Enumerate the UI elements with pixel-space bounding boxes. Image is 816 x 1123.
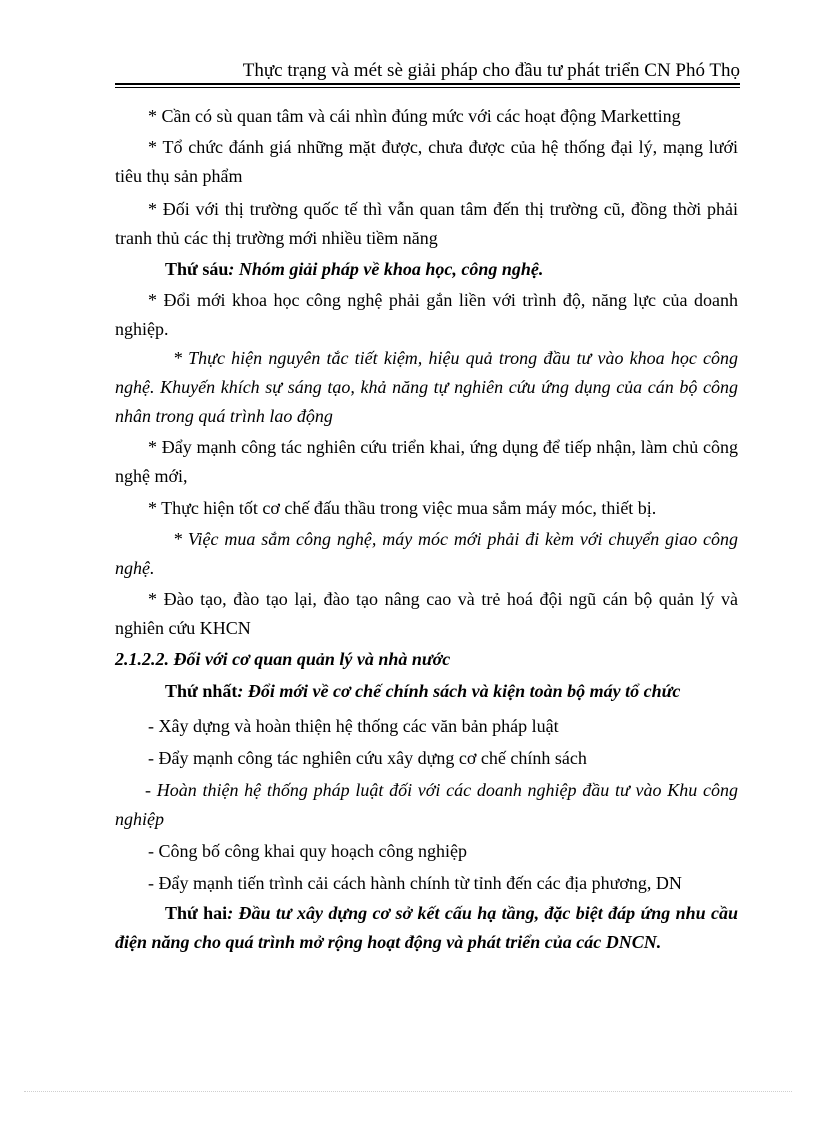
heading-thu-sau-lead: Thứ sáu [165,259,229,279]
bullet-innovation: * Đổi mới khoa học công nghệ phải gắn liền với trình độ, năng lực của doanh nghiệp. [115,290,738,339]
dash-administrative-reform: - Đẩy mạnh tiến trình cải cách hành chính từ tỉnh đến các địa phương, DN [148,873,682,893]
dash-policy-research: - Đẩy mạnh công tác nghiên cứu xây dựng cơ chế chính sách [148,748,587,768]
bullet-training: * Đào tạo, đào tạo lại, đào tạo nâng cao và trẻ hoá đội ngũ cán bộ quản lý và nghiên cứu KHCN [115,589,738,638]
heading-thu-nhat [115,677,738,706]
heading-thu-hai [115,899,738,957]
bullet-research-deployment: * Đẩy mạnh công tác nghiên cứu triển khai, ứng dụng để tiếp nhận, làm chủ công nghệ mới, [115,437,738,486]
bullet-agent-network: * Tổ chức đánh giá những mặt được, chưa được của hệ thống đại lý, mạng lưới tiêu thụ sản phẩm [115,137,738,186]
page-header-title: Thực trạng và mét sè giải pháp cho đầu tư phát triển CN Phó Thọ [242,60,740,81]
bullet-international-market: * Đối với thị trường quốc tế thì vẫn quan tâm đến thị trường cũ, đồng thời phải tranh thủ các thị trường mới nhiều tiềm năng [115,199,738,248]
heading-thu-nhat-text: : Đổi mới về cơ chế chính sách và kiện toàn bộ máy tổ chức [237,681,681,701]
bullet-marketing: * Cần có sù quan tâm và cái nhìn đúng mức với các hoạt động Marketting [148,106,681,126]
heading-thu-nhat-lead: Thứ nhất [165,681,238,701]
header-rule-thick [115,83,740,85]
header-rule-thin [115,87,740,88]
dash-legal-documents: - Xây dựng và hoàn thiện hệ thống các văn bản pháp luật [148,716,559,736]
bullet-technology-transfer: * Việc mua sắm công nghệ, máy móc mới phải đi kèm với chuyển giao công nghệ. [115,529,738,578]
heading-thu-hai-text: : Đầu tư xây dựng cơ sở kết cấu hạ tầng, đặc biệt đáp ứng nhu cầu điện năng cho quá trình mở rộng hoạt động và phát triển của các DNCN. [115,903,738,952]
bullet-bidding: * Thực hiện tốt cơ chế đấu thầu trong việc mua sắm máy móc, thiết bị. [148,498,657,518]
page-bottom-dotted-line [24,1091,792,1092]
bullet-savings-efficiency: * Thực hiện nguyên tắc tiết kiệm, hiệu quả trong đầu tư vào khoa học công nghệ. Khuyến khích sự sáng tạo, khả năng tự nghiên cứu ứng dụng của cán bộ công nhân trong quá trình lao động [115,348,738,426]
heading-thu-sau-text: : Nhóm giải pháp về khoa học, công nghệ. [228,259,544,279]
dash-legal-system: - Hoàn thiện hệ thống pháp luật đối với các doanh nghiệp đầu tư vào Khu công nghiệp [115,780,738,829]
section-heading-2-1-2-2: 2.1.2.2. Đối với cơ quan quản lý và nhà nước [115,649,451,669]
heading-thu-sau [115,255,738,284]
dash-industrial-planning: - Công bố công khai quy hoạch công nghiệp [148,841,467,861]
heading-thu-hai-lead: Thứ hai [165,903,228,923]
